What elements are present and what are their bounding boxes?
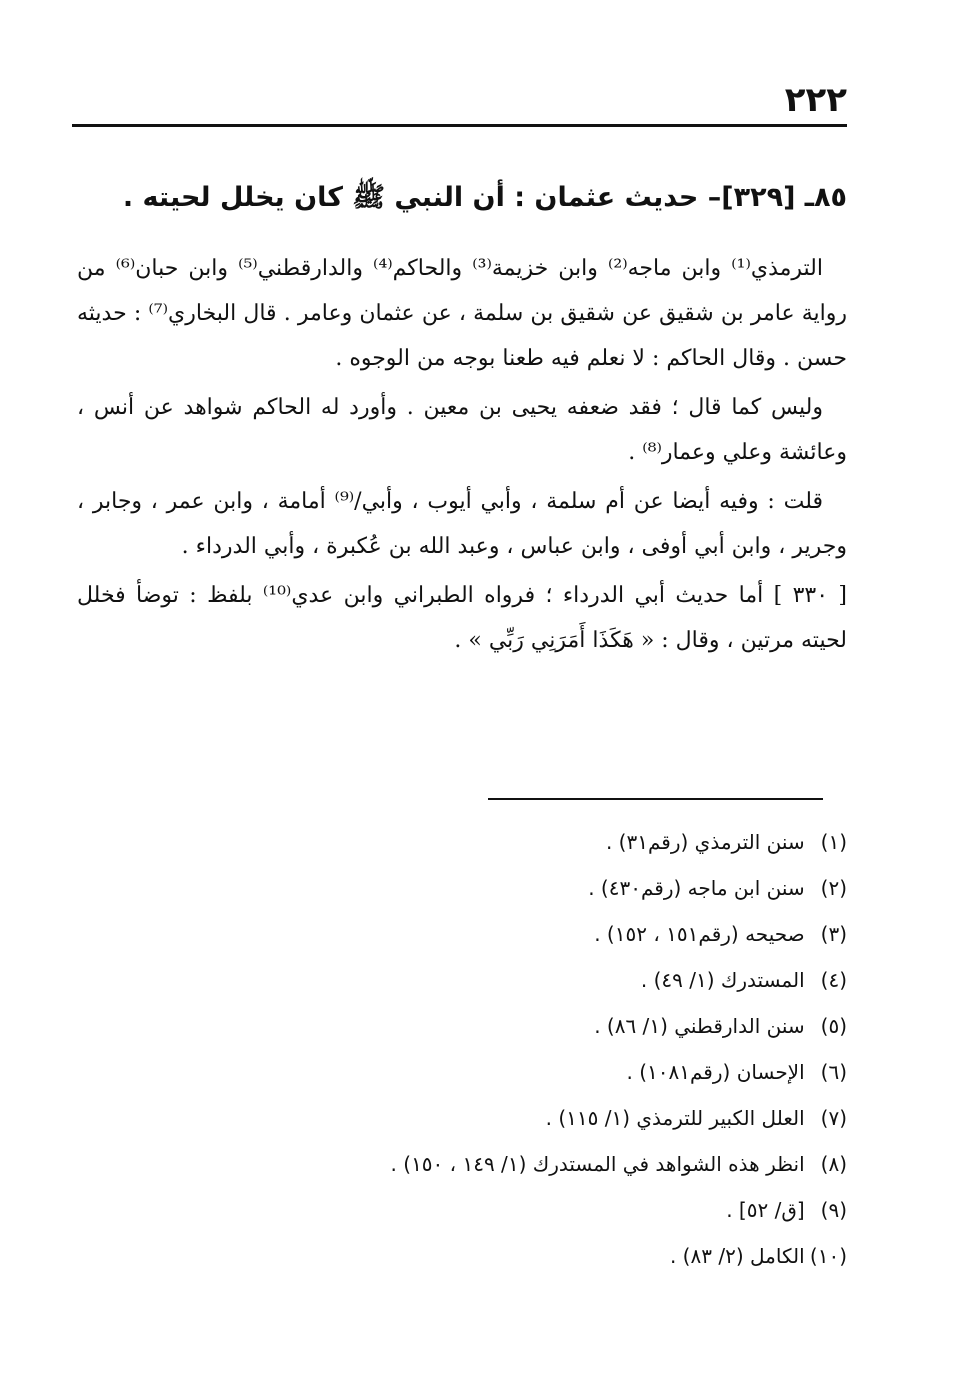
paragraph: وليس كما قال ؛ فقد ضعفه يحيى بن معين . وأورد له الحاكم شواهد عن أنس ، وعائشة وعلي وعمار⁽⁸⁾ . bbox=[77, 395, 847, 465]
footnote-text: الإحسان (رقم١٠٨١) . bbox=[626, 1060, 805, 1084]
footnote-text: صحيحه (رقم١٥١ ، ١٥٢) . bbox=[594, 922, 805, 946]
footnote-separator bbox=[488, 798, 823, 800]
footnote-text: سنن الترمذي (رقم٣١) . bbox=[605, 830, 805, 854]
page-number: ٢٢٢ bbox=[784, 80, 847, 120]
footnote-number: (٣) bbox=[820, 922, 847, 946]
footnote-number: (١٠) bbox=[809, 1244, 847, 1268]
footnote-text: انظر هذه الشواهد في المستدرك (١/ ١٤٩ ، ١٥٠) . bbox=[390, 1152, 805, 1176]
footnote-number: (٩) bbox=[820, 1198, 847, 1222]
footnote-number: (١) bbox=[820, 830, 847, 854]
footnote-number: (٧) bbox=[820, 1106, 847, 1130]
body-text bbox=[77, 246, 847, 663]
footnote-number: (٥) bbox=[820, 1014, 847, 1038]
footnote bbox=[287, 868, 847, 914]
footnote bbox=[287, 822, 847, 868]
footnote-text: [ق/ ٥٢] . bbox=[726, 1198, 805, 1222]
footnote-text: سنن الدارقطني (١/ ٨٦) . bbox=[594, 1014, 805, 1038]
footnote bbox=[287, 1098, 847, 1144]
footnote-number: (٨) bbox=[820, 1152, 847, 1176]
footnote-number: (٤) bbox=[820, 968, 847, 992]
paragraph: الترمذي⁽¹⁾ وابن ماجه⁽²⁾ وابن خزيمة⁽³⁾ والحاكم⁽⁴⁾ والدارقطني⁽⁵⁾ وابن حبان⁽⁶⁾ من رواية عامر بن شقيق عن شقيق بن سلمة ، عن عثمان وعامر . قال البخاري⁽⁷⁾ : حديثه حسن . وقال الحاكم : لا نعلم فيه طعنا بوجه من الوجوه . bbox=[77, 256, 847, 371]
hadith-heading: ٨٥ـ [٣٢٩]– حديث عثمان : أن النبي ﷺ كان يخلل لحيته . bbox=[122, 182, 847, 213]
footnote-text: المستدرك (١/ ٤٩) . bbox=[640, 968, 805, 992]
footnote-number: (٦) bbox=[820, 1060, 847, 1084]
footnote bbox=[287, 960, 847, 1006]
footnote bbox=[287, 1144, 847, 1190]
footnote-text: سنن ابن ماجه (رقم٤٣٠) . bbox=[588, 876, 805, 900]
header-rule bbox=[72, 124, 847, 127]
footnote bbox=[287, 1236, 847, 1282]
footnote-text: الكامل (٢/ ٨٣) . bbox=[669, 1244, 805, 1268]
footnote bbox=[287, 1052, 847, 1098]
paragraph: [ ٣٣٠ ] أما حديث أبي الدرداء ؛ فرواه الطبراني وابن عدي⁽¹⁰⁾ بلفظ : توضأ فخلل لحيته مرتين ، وقال : « هَكَذَا أَمَرَنِي رَبِّي » . bbox=[77, 583, 848, 653]
footnote bbox=[287, 1190, 847, 1236]
footnote-text: العلل الكبير للترمذي (١/ ١١٥) . bbox=[545, 1106, 805, 1130]
footnote-number: (٢) bbox=[820, 876, 847, 900]
paragraph: قلت : وفيه أيضا عن أم سلمة ، وأبي أيوب ، وأبي/⁽⁹⁾ أمامة ، وابن عمر ، وجابر ، وجرير ، وابن أبي أوفى ، وابن عباس ، وعبد الله بن عُكبرة ، وأبي الدرداء . bbox=[77, 489, 847, 559]
footnote bbox=[287, 1006, 847, 1052]
footnote bbox=[287, 914, 847, 960]
footnotes bbox=[287, 822, 847, 1282]
